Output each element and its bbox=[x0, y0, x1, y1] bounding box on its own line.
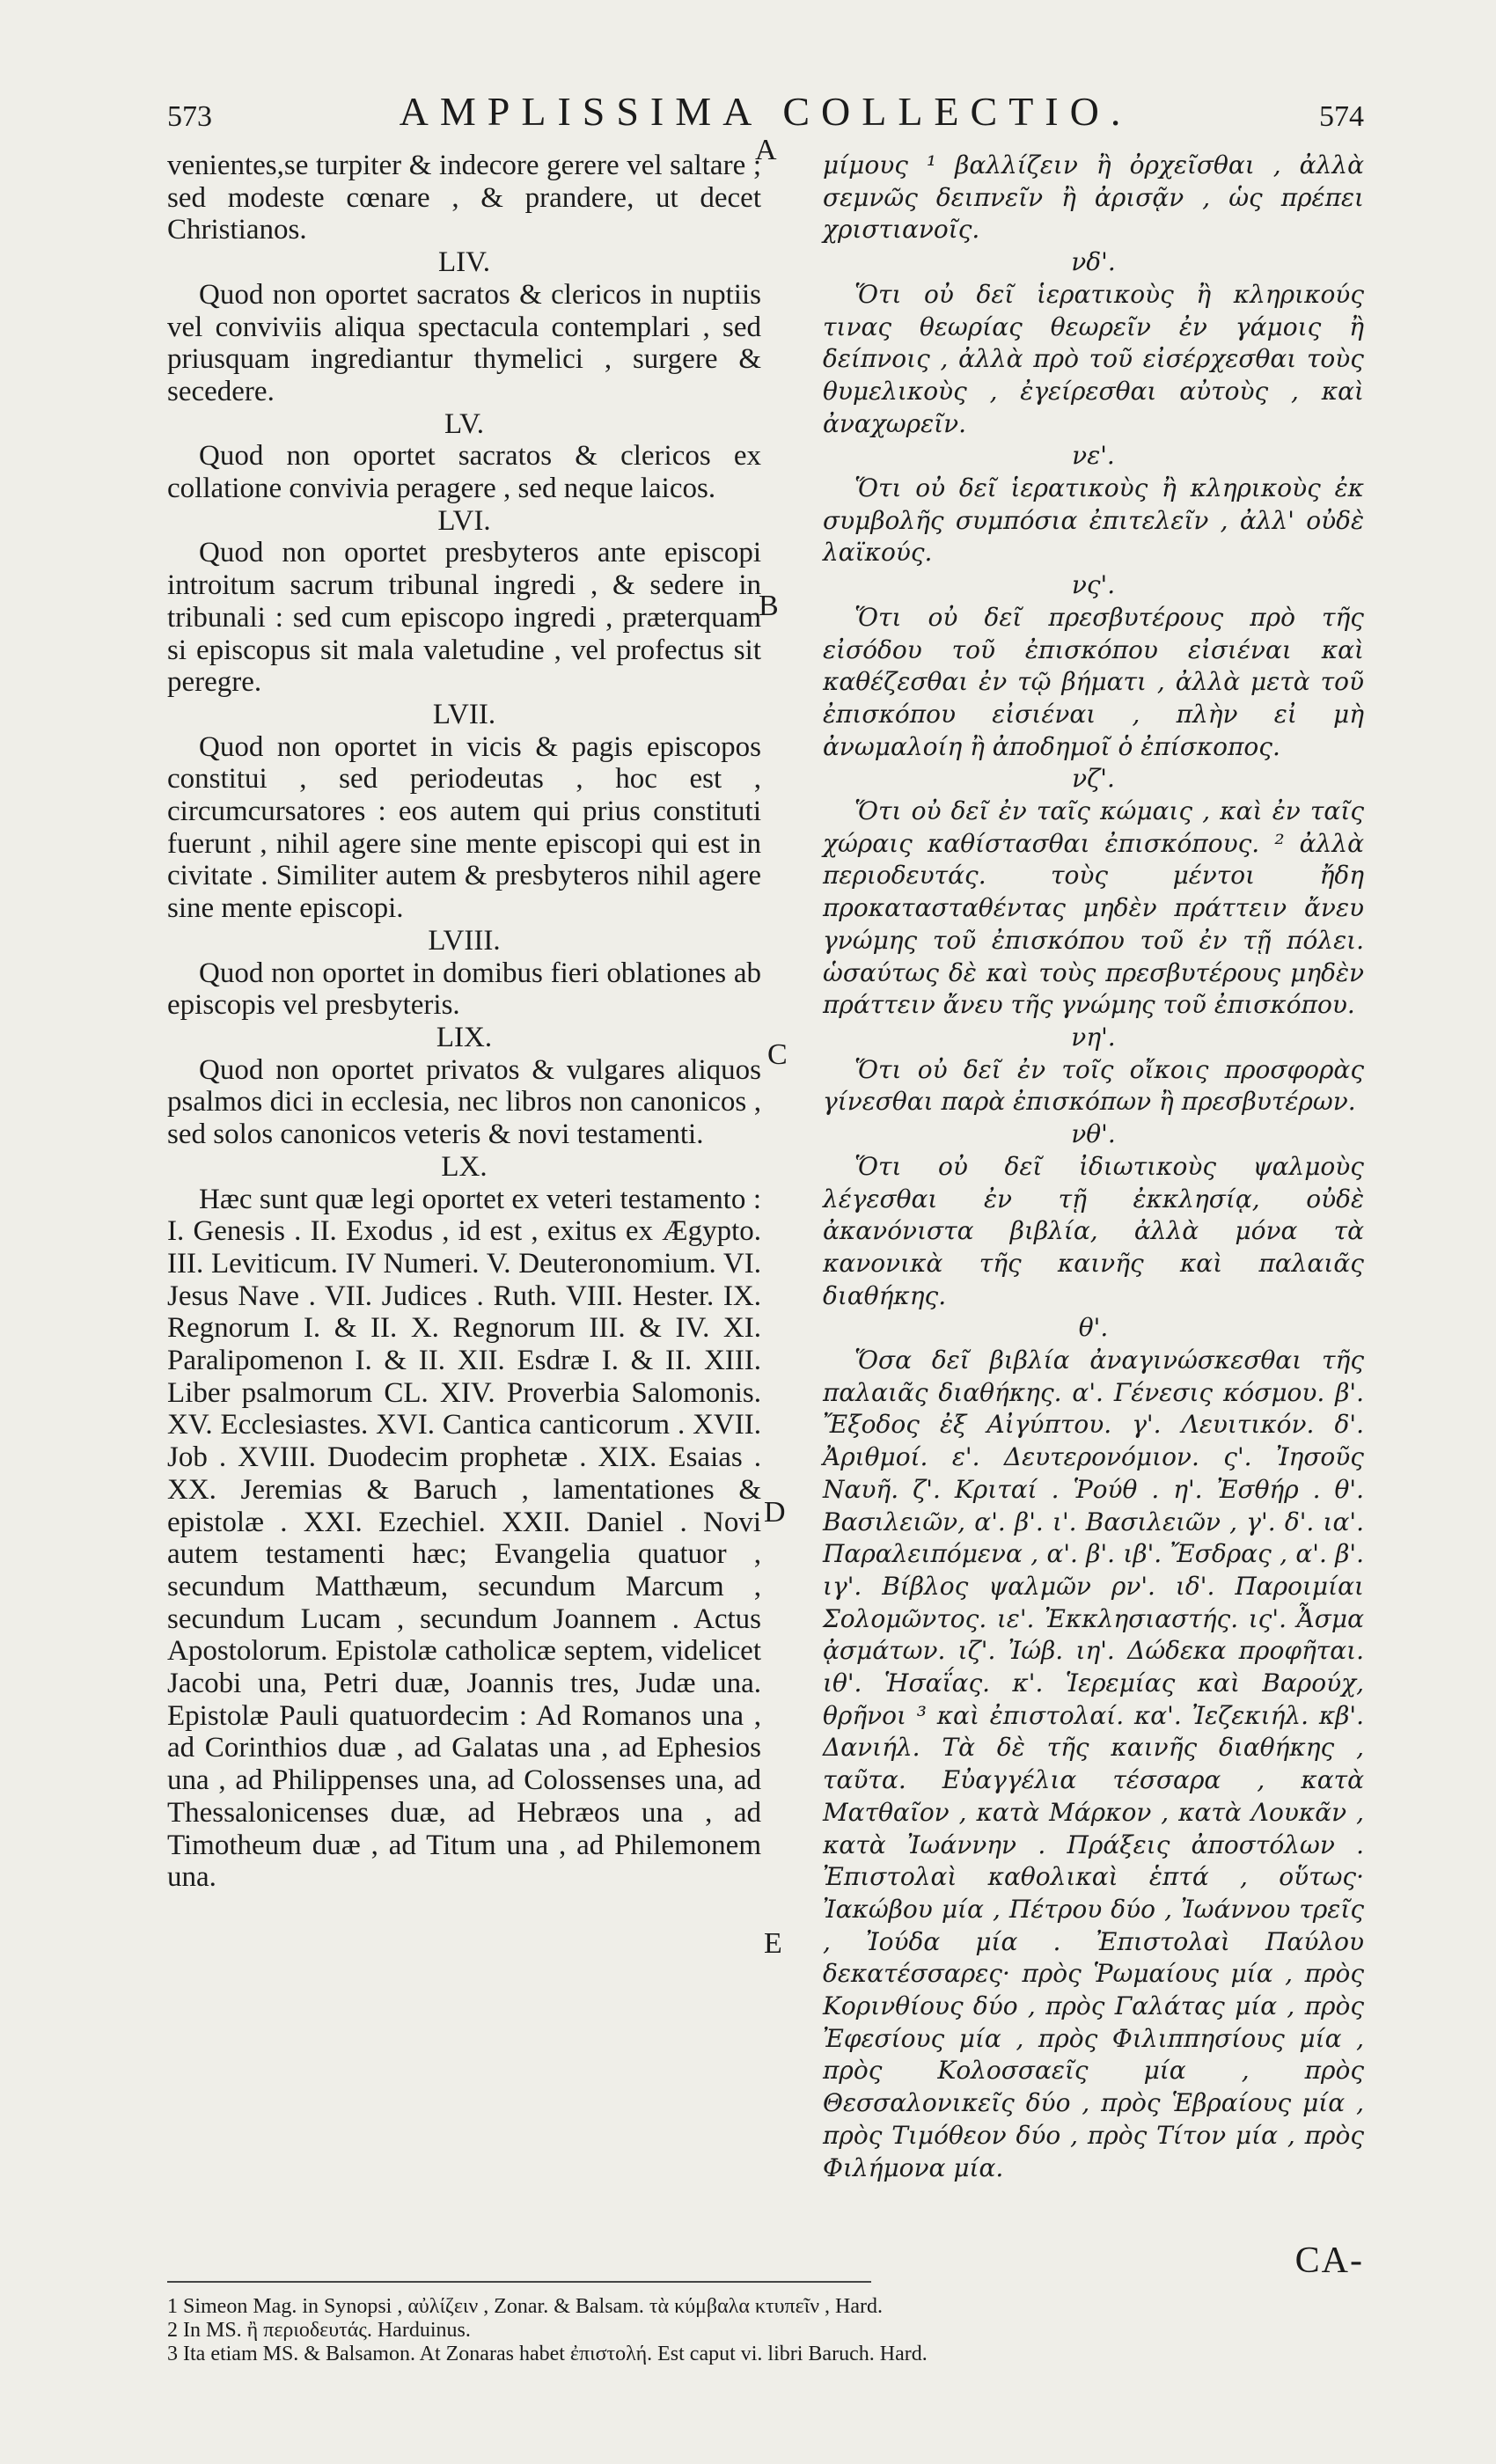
greek-paragraph: Ὅτι οὐ δεῖ ἱερατικοὺς ἢ κληρικούς τινας θεωρίας θεωρεῖν ἐν γάμοις ἢ δείπνοις , ἀλλὰ πρὸ τοῦ εἰσέρχεσθαι τοὺς θυμελικοὺς , ἐγείρεσθαι αὐτοὺς , καὶ ἀναχωρεῖν. bbox=[823, 279, 1364, 438]
latin-paragraph: Quod non oportet sacratos & clericos ex collatione convivia peragere , sed neque laicos. bbox=[167, 440, 761, 505]
latin-paragraph: Quod non oportet privatos & vulgares aliquos psalmos dici in ecclesia, nec libros non canonicos , sed solos canonicos veteris & novi testamenti. bbox=[167, 1053, 761, 1151]
greek-canon-number: νη'. bbox=[1071, 1022, 1116, 1052]
greek-paragraph: Ὅτι οὐ δεῖ πρεσβυτέρους πρὸ τῆς εἰσόδου τοῦ ἐπισκόπου εἰσιέναι καὶ καθέζεσθαι ἐν τῷ βήματι , ἀλλὰ μετὰ τοῦ ἐπισκόπου εἰσιέναι , πλὴν εἰ μὴ ἀνωμαλοίη ἢ ἀποδημοῖ ὁ ἐπίσκοπος. bbox=[823, 602, 1364, 761]
greek-paragraph: μίμους ¹ βαλλίζειν ἢ ὀρχεῖσθαι , ἀλλὰ σεμνῶς δειπνεῖν ἢ ἀρισᾷν , ὡς πρέπει χριστιανοῖς. bbox=[823, 150, 1364, 245]
margin-letter-b: B bbox=[759, 590, 779, 622]
greek-canon-number: νε'. bbox=[1072, 441, 1115, 471]
greek-column bbox=[823, 150, 1364, 2184]
latin-canon-number: LIV. bbox=[438, 246, 490, 279]
catchword: CA- bbox=[1294, 2240, 1364, 2281]
greek-canon-number: θ'. bbox=[1078, 1313, 1109, 1343]
footnote-3: 3 Ita etiam MS. & Balsamon. At Zonaras habet ἐπιστολή. Est caput vi. libri Baruch. Hard. bbox=[167, 2343, 928, 2365]
greek-paragraph: Ὅτι οὐ δεῖ ἰδιωτικοὺς ψαλμοὺς λέγεσθαι ἐν τῇ ἐκκλησίᾳ, οὐδὲ ἀκανόνιστα βιβλία, ἀλλὰ μόνα τὰ κανονικὰ τῆς καινῆς καὶ παλαιᾶς διαθήκης. bbox=[823, 1151, 1364, 1310]
greek-canon-number: νζ'. bbox=[1072, 764, 1115, 794]
page-number-left: 573 bbox=[167, 100, 212, 133]
footnote-rule bbox=[167, 2281, 871, 2283]
greek-paragraph: Ὅτι οὐ δεῖ ἐν τοῖς οἴκοις προσφορὰς γίνεσθαι παρὰ ἐπισκόπων ἢ πρεσβυτέρων. bbox=[823, 1054, 1364, 1117]
latin-canon-number: LVIII. bbox=[428, 924, 501, 957]
latin-paragraph: Quod non oportet in domibus fieri oblationes ab episcopis vel presbyteris. bbox=[167, 957, 761, 1022]
footnote-2: 2 In MS. ἢ περιοδευτάς. Harduinus. bbox=[167, 2319, 471, 2342]
latin-canon-number: LV. bbox=[444, 407, 484, 440]
margin-letter-a: A bbox=[755, 134, 777, 166]
page-number-right: 574 bbox=[1319, 100, 1364, 133]
latin-paragraph: Quod non oportet sacratos & clericos in nuptiis vel conviviis aliqua spectacula contemplari , sed priusquam ingrediantur thymelici , surgere & secedere. bbox=[167, 278, 761, 407]
greek-paragraph: Ὅσα δεῖ βιβλία ἀναγινώσκεσθαι τῆς παλαιᾶς διαθήκης. α'. Γένεσις κόσμου. β'. Ἔξοδος ἐξ Αἰγύπτου. γ'. Λευιτικόν. δ'. Ἀριθμοί. ε'. Δευτερονόμιον. ς'. Ἰησοῦς Ναυῆ. ζ'. Κριταί . Ῥούθ . η'. Ἐσθήρ . θ'. Βασιλειῶν, α'. β'. ι'. Βασιλειῶν , γ'. δ'. ια'. Παραλειπόμενα , α'. β'. ιβ'. Ἔσδρας , α'. β'. ιγ'. Βίβλος ψαλμῶν ρν'. ιδ'. Παροιμίαι Σολομῶντος. ιε'. Ἐκκλησιαστής. ις'. Ἆσμα ᾀσμάτων. ιζ'. Ἰώβ. ιη'. Δώδεκα προφῆται. ιθ'. Ἡσαΐας. κ'. Ἱερεμίας καὶ Βαρούχ, θρῆνοι ³ καὶ ἐπιστολαί. κα'. Ἰεζεκιήλ. κβ'. Δανιήλ. Τὰ δὲ τῆς καινῆς διαθήκης , ταῦτα. Εὐαγγέλια τέσσαρα , κατὰ Ματθαῖον , κατὰ Μάρκον , κατὰ Λουκᾶν , κατὰ Ἰωάννην . Πράξεις ἀποστόλων . Ἐπιστολαὶ καθολικαὶ ἑπτά , οὕτως· Ἰακώβου μία , Πέτρου δύο , Ἰωάννου τρεῖς , Ἰούδα μία . Ἐπιστολαὶ Παύλου δεκατέσσαρες· πρὸς Ῥωμαίους μία , πρὸς Κορινθίους δύο , πρὸς Γαλάτας μία , πρὸς Ἐφεσίους μία , πρὸς Φιλιππησίους μία , πρὸς Κολοσσαεῖς μία , πρὸς Θεσσαλονικεῖς δύο , πρὸς Ἑβραίους μία , πρὸς Τιμόθεον δύο , πρὸς Τίτον μία , πρὸς Φιλήμονα μία. bbox=[823, 1346, 1364, 2182]
running-header bbox=[167, 88, 1364, 141]
footnote-1: 1 Simeon Mag. in Synopsi , αὐλίζειν , Zonar. & Balsam. τὰ κύμβαλα κτυπεῖν , Hard. bbox=[167, 2295, 884, 2318]
latin-paragraph: venientes,se turpiter & indecore gerere vel saltare ; sed modeste cœnare , & prandere, ut decet Christianos. bbox=[167, 150, 761, 246]
greek-paragraph: Ὅτι οὐ δεῖ ἱερατικοὺς ἢ κληρικοὺς ἐκ συμβολῆς συμπόσια ἐπιτελεῖν , ἀλλ' οὐδὲ λαϊκούς. bbox=[823, 473, 1364, 568]
latin-paragraph: Quod non oportet in vicis & pagis episcopos constitui , sed periodeutas , hoc est , circumcursatores : eos autem qui prius constituti fuerunt , nihil agere sine mente episcopi qui est in civitate . Similiter autem & presbyteros nihil agere sine mente episcopi. bbox=[167, 730, 761, 925]
margin-letter-e: E bbox=[764, 1927, 782, 1960]
latin-paragraph: Quod non oportet presbyteros ante episcopi introitum sacrum tribunal ingredi , & sedere in tribunali : sed cum episcopo ingredi , præterquam si episcopus sit mala valetudine , vel profectus sit peregre. bbox=[167, 537, 761, 699]
margin-letter-c: C bbox=[767, 1038, 788, 1071]
running-title: AMPLISSIMA COLLECTIO. bbox=[399, 89, 1133, 134]
greek-canon-number: νδ'. bbox=[1071, 247, 1116, 277]
greek-canon-number: νθ'. bbox=[1071, 1119, 1116, 1149]
greek-canon-number: νς'. bbox=[1071, 570, 1116, 600]
margin-letter-d: D bbox=[764, 1496, 786, 1529]
latin-paragraph: Hæc sunt quæ legi oportet ex veteri testamento : I. Genesis . II. Exodus , id est , exitus ex Ægypto. III. Leviticum. IV Numeri. V. Deuteronomium. VI. Jesus Nave . VII. Judices . Ruth. VIII. Hester. IX. Regnorum I. & II. X. Regnorum III. & IV. XI. Paralipomenon I. & II. XII. Esdræ I. & II. XIII. Liber psalmorum CL. XIV. Proverbia Salomonis. XV. Ecclesiastes. XVI. Cantica canticorum . XVII. Job . XVIII. Duodecim prophetæ . XIX. Esaias . XX. Jeremias & Baruch , lamentationes & epistolæ . XXI. Ezechiel. XXII. Daniel . Novi autem testamenti hæc; Evangelia quatuor , secundum Matthæum, secundum Marcum , secundum Lucam , secundum Joannem . Actus Apostolorum. Epistolæ catholicæ septem, videlicet Jacobi una, Petri duæ, Joannis tres, Judæ una. Epistolæ Pauli quatuordecim : Ad Romanos una , ad Corinthios duæ , ad Galatas una , ad Ephesios una , ad Philippenses una, ad Colossenses una, ad Thessalonicenses duæ, ad Hebræos una , ad Timotheum duæ , ad Titum una , ad Philemonem una. bbox=[167, 1183, 761, 1894]
latin-column bbox=[167, 150, 761, 1894]
greek-paragraph: Ὅτι οὐ δεῖ ἐν ταῖς κώμαις , καὶ ἐν ταῖς χώραις καθίστασθαι ἐπισκόπους. ² ἀλλὰ περιοδευτάς. τοὺς μέντοι ἤδη προκατασταθέντας μηδὲν πράττειν ἄνευ γνώμης τοῦ ἐπισκόπου τοῦ ἐν τῇ πόλει. ὡσαύτως δὲ καὶ τοὺς πρεσβυτέρους μηδὲν πράττειν ἄνευ τῆς γνώμης τοῦ ἐπισκόπου. bbox=[823, 796, 1364, 1020]
latin-canon-number: LVII. bbox=[432, 698, 496, 730]
latin-canon-number: LIX. bbox=[436, 1021, 493, 1053]
latin-canon-number: LVI. bbox=[437, 504, 491, 537]
footnotes bbox=[167, 2295, 1364, 2366]
latin-canon-number: LX. bbox=[441, 1150, 488, 1183]
